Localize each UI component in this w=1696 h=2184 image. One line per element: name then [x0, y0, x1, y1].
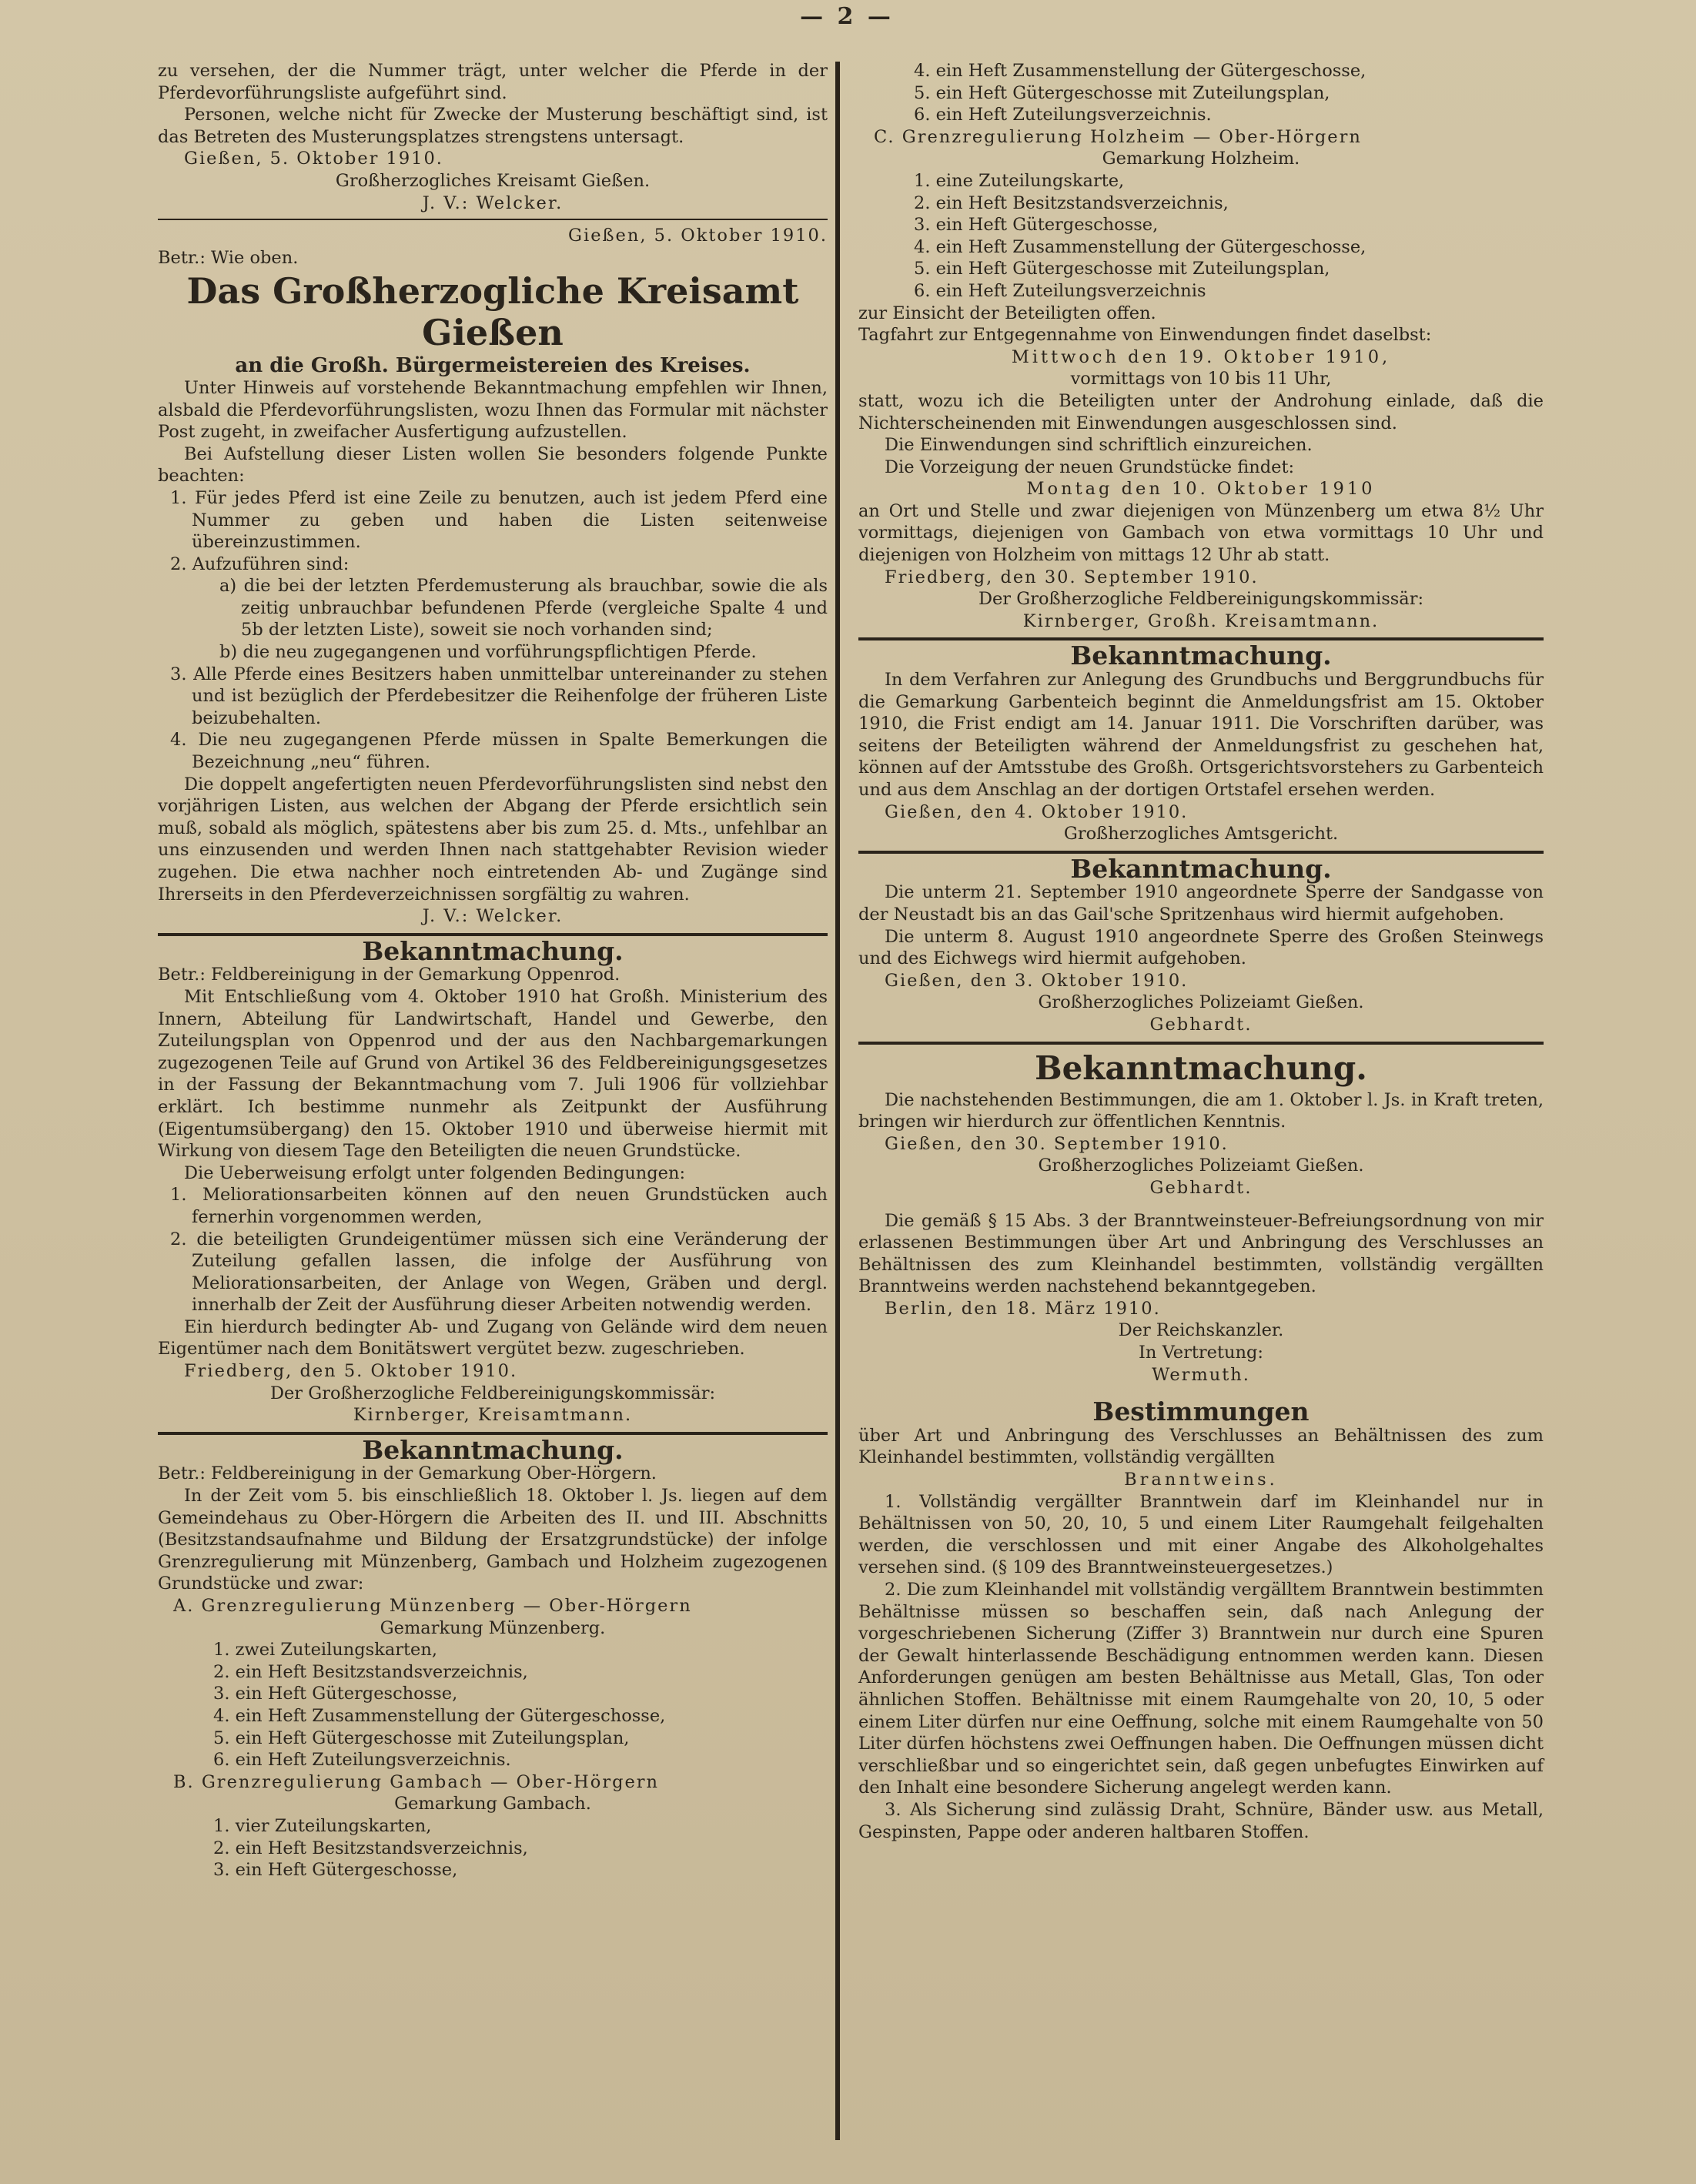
notice2-title: Bekanntmachung.	[362, 935, 624, 966]
list-item: 3. ein Heft Gütergeschosse,	[914, 215, 1159, 236]
notice3-paragraph-1: In der Zeit vom 5. bis einschließlich 18. Oktober l. Js. liegen auf dem Gemeindehaus zu Ober-Hörgern die Arbeiten des II. und III. Abschnitts (Besitzstandsaufnahme und Bildung der Ersatzgrundstücke) der infolge Grenzregulierung mit Münzenberg, Gambach und Holzheim zugezogenen Grundstücke und zwar:	[158, 1486, 828, 1594]
list-item: 4. ein Heft Zusammenstellung der Gütergeschosse,	[213, 1705, 666, 1726]
notice3-section-a-gemarkung: Gemarkung Münzenberg.	[380, 1617, 606, 1638]
list-item: 5. ein Heft Gütergeschosse mit Zuteilungsplan,	[213, 1727, 630, 1748]
notice5-paragraph-2: Die unterm 8. August 1910 angeordnete Sperre des Großen Steinwegs und des Eichwegs wird hiermit aufgehoben.	[858, 926, 1544, 969]
notice6-signature: Gebhardt.	[1149, 1177, 1253, 1198]
intro-signature: J. V.: Welcker.	[422, 192, 564, 213]
notice3-section-b: B. Grenzregulierung Gambach — Ober-Hörgern	[173, 1771, 660, 1792]
notice3-title: Bekanntmachung.	[362, 1434, 624, 1465]
notice7-paragraph-3: 3. Als Sicherung sind zulässig Draht, Schnüre, Bänder usw. aus Metall, Gespinsten, Pappe oder anderen haltbaren Stoffen.	[858, 1799, 1544, 1842]
notice4-office: Großherzogliches Amtsgericht.	[1063, 824, 1339, 845]
separator-rule	[158, 219, 828, 220]
intro-paragraph-2: Personen, welche nicht für Zwecke der Musterung beschäftigt sind, ist das Betreten des Musterungsplatzes strengstens untersagt.	[158, 105, 828, 147]
intro-paragraph-1: zu versehen, der die Nummer trägt, unter welcher die Pferde in der Pferdevorführungsliste aufgeführt sind.	[158, 61, 828, 103]
notice2-paragraph-2: Die Ueberweisung erfolgt unter folgenden Bedingungen:	[184, 1162, 686, 1183]
statt-text: statt, wozu ich die Beteiligten unter der Androhung einlade, daß die Nichterscheinenden mit Einwendungen ausgeschlossen sind.	[858, 390, 1544, 433]
notice1-item-4: 4. Die neu zugegangenen Pferde müssen in Spalte Bemerkungen die Bezeichnung „neu“ führen.	[170, 730, 828, 773]
notice1-item-1: 1. Für jedes Pferd ist eine Zeile zu benutzen, auch ist jedem Pferd eine Nummer zu geben und haben die Listen seitenweise übereinzustimmen.	[170, 487, 828, 553]
notice2-paragraph-1: Mit Entschließung vom 4. Oktober 1910 hat Großh. Ministerium des Innern, Abteilung für Landwirtschaft, Handel und Gewerbe, den Zuteilungsplan von Oppenrod und der aus den Nachbargemarkungen zugezogenen Teile auf Grund von Artikel 36 des Feldbereinigungsgesetzes in der Fassung der Bekanntmachung vom 7. Juli 1906 für vollziehbar erklärt. Ich bestimme nunmehr als Zeitpunkt der Ausführung (Eigentumsübergang) den 15. Oktober 1910 und überweise hiermit mit Wirkung von diesem Tage den Beteiligten die neuen Grundstücke.	[158, 986, 828, 1162]
tagfahrt-time: vormittags von 10 bis 11 Uhr,	[1070, 369, 1332, 390]
list-item: 5. ein Heft Gütergeschosse mit Zuteilungsplan,	[914, 259, 1330, 279]
list-item: 2. ein Heft Besitzstandsverzeichnis,	[213, 1661, 528, 1682]
ort-text: an Ort und Stelle und zwar diejenigen von Münzenberg um etwa 8½ Uhr vormittags, diejenigen von Gambach von etwa vormittags 10 Uhr und diejenigen von Holzheim von mittags 12 Uhr ab statt.	[858, 500, 1544, 566]
notice6-office: Großherzogliches Polizeiamt Gießen.	[1038, 1156, 1364, 1176]
notice5-paragraph-1: Die unterm 21. September 1910 angeordnete Sperre der Sandgasse von der Neustadt bis an das Gail'sche Spritzenhaus wird hiermit aufgehoben.	[858, 882, 1544, 925]
notice5-date: Gießen, den 3. Oktober 1910.	[885, 970, 1189, 991]
vorzeigung-date: Montag den 10. Oktober 1910	[1026, 479, 1376, 500]
notice1-subtitle: an die Großh. Bürgermeistereien des Kreises.	[235, 354, 751, 378]
notice6-signature-wermuth: Wermuth.	[1152, 1364, 1250, 1385]
notice3-betr: Betr.: Feldbereinigung in der Gemarkung Ober-Hörgern.	[158, 1463, 657, 1484]
signature-kirnberger: Kirnberger, Großh. Kreisamtmann.	[1022, 610, 1380, 631]
separator-rule	[858, 1042, 1544, 1045]
notice4-date: Gießen, den 4. Oktober 1910.	[885, 801, 1189, 822]
spacer	[858, 1199, 1544, 1210]
intro-office: Großherzogliches Kreisamt Gießen.	[335, 170, 651, 191]
list-item: 4. ein Heft Zusammenstellung der Gütergeschosse,	[914, 236, 1367, 257]
notice3-section-a: A. Grenzregulierung Münzenberg — Ober-Hörgern	[173, 1596, 692, 1616]
einwendungen-text: Die Einwendungen sind schriftlich einzureichen.	[885, 435, 1313, 456]
tagfahrt-text: Tagfahrt zur Entgegennahme von Einwendungen findet daselbst:	[858, 325, 1432, 346]
list-item: 3. ein Heft Gütergeschosse,	[213, 1684, 458, 1704]
notice2-date: Friedberg, den 5. Oktober 1910.	[184, 1361, 518, 1382]
notice1-item-2a: a) die bei der letzten Pferdemusterung als brauchbar, sowie die als zeitig unbrauchbar befundenen Pferde (vergleiche Spalte 4 und 5b der letzten Liste), soweit sie noch vorhanden sind;	[219, 576, 828, 640]
notice1-item-2b: b) die neu zugegangenen und vorführungspflichtigen Pferde.	[219, 642, 757, 663]
date-friedberg: Friedberg, den 30. September 1910.	[885, 567, 1259, 587]
notice6-office-reichskanzler: Der Reichskanzler.	[1118, 1320, 1284, 1341]
list-item: 1. zwei Zuteilungskarten,	[213, 1640, 438, 1661]
notice2-office: Der Großherzogliche Feldbereinigungskommissär:	[269, 1383, 716, 1403]
notice1-paragraph-3: Die doppelt angefertigten neuen Pferdevorführungslisten sind nebst den vorjährigen Listen, aus welchen der Abgang der Pferde ersichtlich sein muß, sobald als möglich, spätestens aber bis zum 25. d. Mts., unfehlbar an uns einzusenden und werden Ihnen nach stattgehabter Revision wieder zugehen. Die etwa nachher noch eintretenden Ab- und Zugänge sind Ihrerseits in den Pferdeverzeichnissen sorgfältig zu wahren.	[158, 774, 828, 905]
notice1-dateline: Gießen, 5. Oktober 1910.	[568, 226, 828, 246]
notice6-date-berlin: Berlin, den 18. März 1910.	[885, 1298, 1161, 1319]
list-item: 2. ein Heft Besitzstandsverzeichnis,	[914, 192, 1229, 213]
list-item: 6. ein Heft Zuteilungsverzeichnis.	[914, 105, 1212, 125]
list-item: 1. vier Zuteilungskarten,	[213, 1815, 432, 1836]
page-number: — 2 —	[800, 3, 894, 30]
notice7-subtitle: über Art und Anbringung des Verschlusses an Behältnissen des zum Kleinhandel bestimmten, vollständig vergällten	[858, 1425, 1544, 1468]
notice2-item-1: 1. Meliorationsarbeiten können auf den neuen Grundstücken auch fernerhin vorgenommen werden,	[170, 1185, 828, 1227]
left-column	[158, 60, 828, 1881]
notice7-paragraph-1: 1. Vollständig vergällter Branntwein darf im Kleinhandel nur in Behältnissen von 50, 20, 10, 5 und einem Liter Raumgehalt feilgehalten werden, die verschlossen und mit einer Angabe des Alkoholgehaltes versehen sind. (§ 109 des Branntweinsteuergesetzes.)	[858, 1491, 1544, 1578]
notice2-betr: Betr.: Feldbereinigung in der Gemarkung Oppenrod.	[158, 965, 621, 985]
tagfahrt-date: Mittwoch den 19. Oktober 1910,	[1011, 346, 1391, 367]
notice1-title: Das Großherzogliche Kreisamt Gießen	[186, 270, 799, 354]
notice2-item-2: 2. die beteiligten Grundeigentümer müssen sich eine Veränderung der Zuteilung gefallen lassen, die infolge der Ausführung von Meliorationsarbeiten, der Anlage von Wegen, Gräben und dergl. innerhalb der Zeit der Ausführung dieser Arbeiten notwendig werden.	[170, 1229, 828, 1316]
list-item: 4. ein Heft Zusammenstellung der Gütergeschosse,	[914, 61, 1367, 81]
notice2-paragraph-3: Ein hierdurch bedingter Ab- und Zugang von Gelände wird dem neuen Eigentümer nach dem Bonitätswert vergütet bezw. zugeschrieben.	[158, 1316, 828, 1360]
list-item: 2. ein Heft Besitzstandsverzeichnis,	[213, 1838, 528, 1858]
notice5-office: Großherzogliches Polizeiamt Gießen.	[1038, 992, 1364, 1013]
notice6-date: Gießen, den 30. September 1910.	[885, 1133, 1229, 1154]
notice7-paragraph-2: 2. Die zum Kleinhandel mit vollständig vergälltem Branntwein bestimmten Behältnisse müssen so beschaffen sein, daß nach Anlegung der vorgeschriebenen Sicherung (Ziffer 3) Branntwein nur durch eine Spuren der Gewalt hinterlassende Beschädigung entnommen werden kann. Diesen Anforderungen genügen am besten Behältnisse aus Metall, Glas, Ton oder ähnlichen Stoffen. Behältnisse mit einem Raumgehalte von 20, 10, 5 oder einem Liter dürfen nur eine Oeffnung, solche mit einem Raumgehalte von 50 Liter dürfen höchstens zwei Oeffnungen haben. Die Oeffnungen müssen dicht verschließbar und so eingerichtet sein, daß gegen unbefugtes Einwirken auf den Inhalt eine besondere Sicherung angelegt werden kann.	[858, 1580, 1544, 1798]
notice1-item-2: 2. Aufzuführen sind:	[170, 554, 350, 574]
notice1-item-3: 3. Alle Pferde eines Besitzers haben unmittelbar untereinander zu stehen und ist bezüglich der Pferdebesitzer die Reihenfolge der früheren Liste beizubehalten.	[170, 664, 828, 728]
notice6-representation: In Vertretung:	[1139, 1343, 1263, 1363]
section-c-gemarkung: Gemarkung Holzheim.	[1102, 149, 1300, 169]
list-item: 6. ein Heft Zuteilungsverzeichnis.	[213, 1750, 511, 1771]
notice1-paragraph-2: Bei Aufstellung dieser Listen wollen Sie besonders folgende Punkte beachten:	[158, 443, 828, 487]
list-item: 5. ein Heft Gütergeschosse mit Zuteilungsplan,	[914, 82, 1330, 103]
notice6-paragraph-1: Die nachstehenden Bestimmungen, die am 1. Oktober l. Js. in Kraft treten, bringen wir hierdurch zur öffentlichen Kenntnis.	[858, 1089, 1544, 1132]
list-item: 1. eine Zuteilungskarte,	[914, 170, 1125, 191]
notice3-section-b-gemarkung: Gemarkung Gambach.	[394, 1794, 591, 1814]
notice7-title: Bestimmungen	[1092, 1396, 1310, 1427]
intro-date: Gießen, 5. Oktober 1910.	[184, 149, 443, 169]
notice4-title: Bekanntmachung.	[1070, 640, 1332, 671]
notice5-signature: Gebhardt.	[1149, 1014, 1253, 1035]
list-item: 6. ein Heft Zuteilungsverzeichnis	[914, 280, 1206, 301]
right-column	[858, 60, 1544, 1843]
office-feldbereinigung: Der Großherzogliche Feldbereinigungskommissär:	[978, 589, 1424, 610]
vorzeigung-text: Die Vorzeigung der neuen Grundstücke findet:	[885, 457, 1295, 477]
notice6-paragraph-2: Die gemäß § 15 Abs. 3 der Branntweinsteuer-Befreiungsordnung von mir erlassenen Bestimmungen über Art und Anbringung des Verschlusses an Behältnissen des zum Kleinhandel bestimmten, vollständig vergällten Branntweins werden nachstehend bekanntgegeben.	[858, 1210, 1544, 1297]
list-item: 3. ein Heft Gütergeschosse,	[213, 1860, 458, 1881]
notice5-title: Bekanntmachung.	[1070, 853, 1332, 884]
section-c: C. Grenzregulierung Holzheim — Ober-Hörgern	[874, 126, 1362, 147]
notice2-signature: Kirnberger, Kreisamtmann.	[353, 1405, 633, 1426]
notice4-paragraph: In dem Verfahren zur Anlegung des Grundbuchs und Berggrundbuchs für die Gemarkung Garbenteich beginnt die Anmeldungsfrist am 15. Oktober 1910, die Frist endigt am 14. Januar 1911. Die Vorschriften darüber, was seitens der Beteiligten während der Anmeldungsfrist zu geschehen hat, können auf der Amtsstube des Großh. Ortsgerichtsvorstehers zu Garbenteich und aus dem Anschlag an der dortigen Ortstafel ersehen werden.	[858, 670, 1544, 800]
notice1-betr: Betr.: Wie oben.	[158, 247, 299, 268]
column-divider	[835, 62, 840, 2140]
einsicht-text: zur Einsicht der Beteiligten offen.	[858, 303, 1156, 323]
notice6-title: Bekanntmachung.	[1035, 1049, 1367, 1087]
notice1-signature: J. V.: Welcker.	[422, 906, 564, 927]
notice1-paragraph-1: Unter Hinweis auf vorstehende Bekanntmachung empfehlen wir Ihnen, alsbald die Pferdevorführungslisten, wozu Ihnen das Formular mit nächster Post zugeht, in zweifacher Ausfertigung aufzustellen.	[158, 377, 828, 443]
spacer	[858, 1386, 1544, 1396]
notice7-subtitle-2: Branntweins.	[1124, 1470, 1278, 1490]
